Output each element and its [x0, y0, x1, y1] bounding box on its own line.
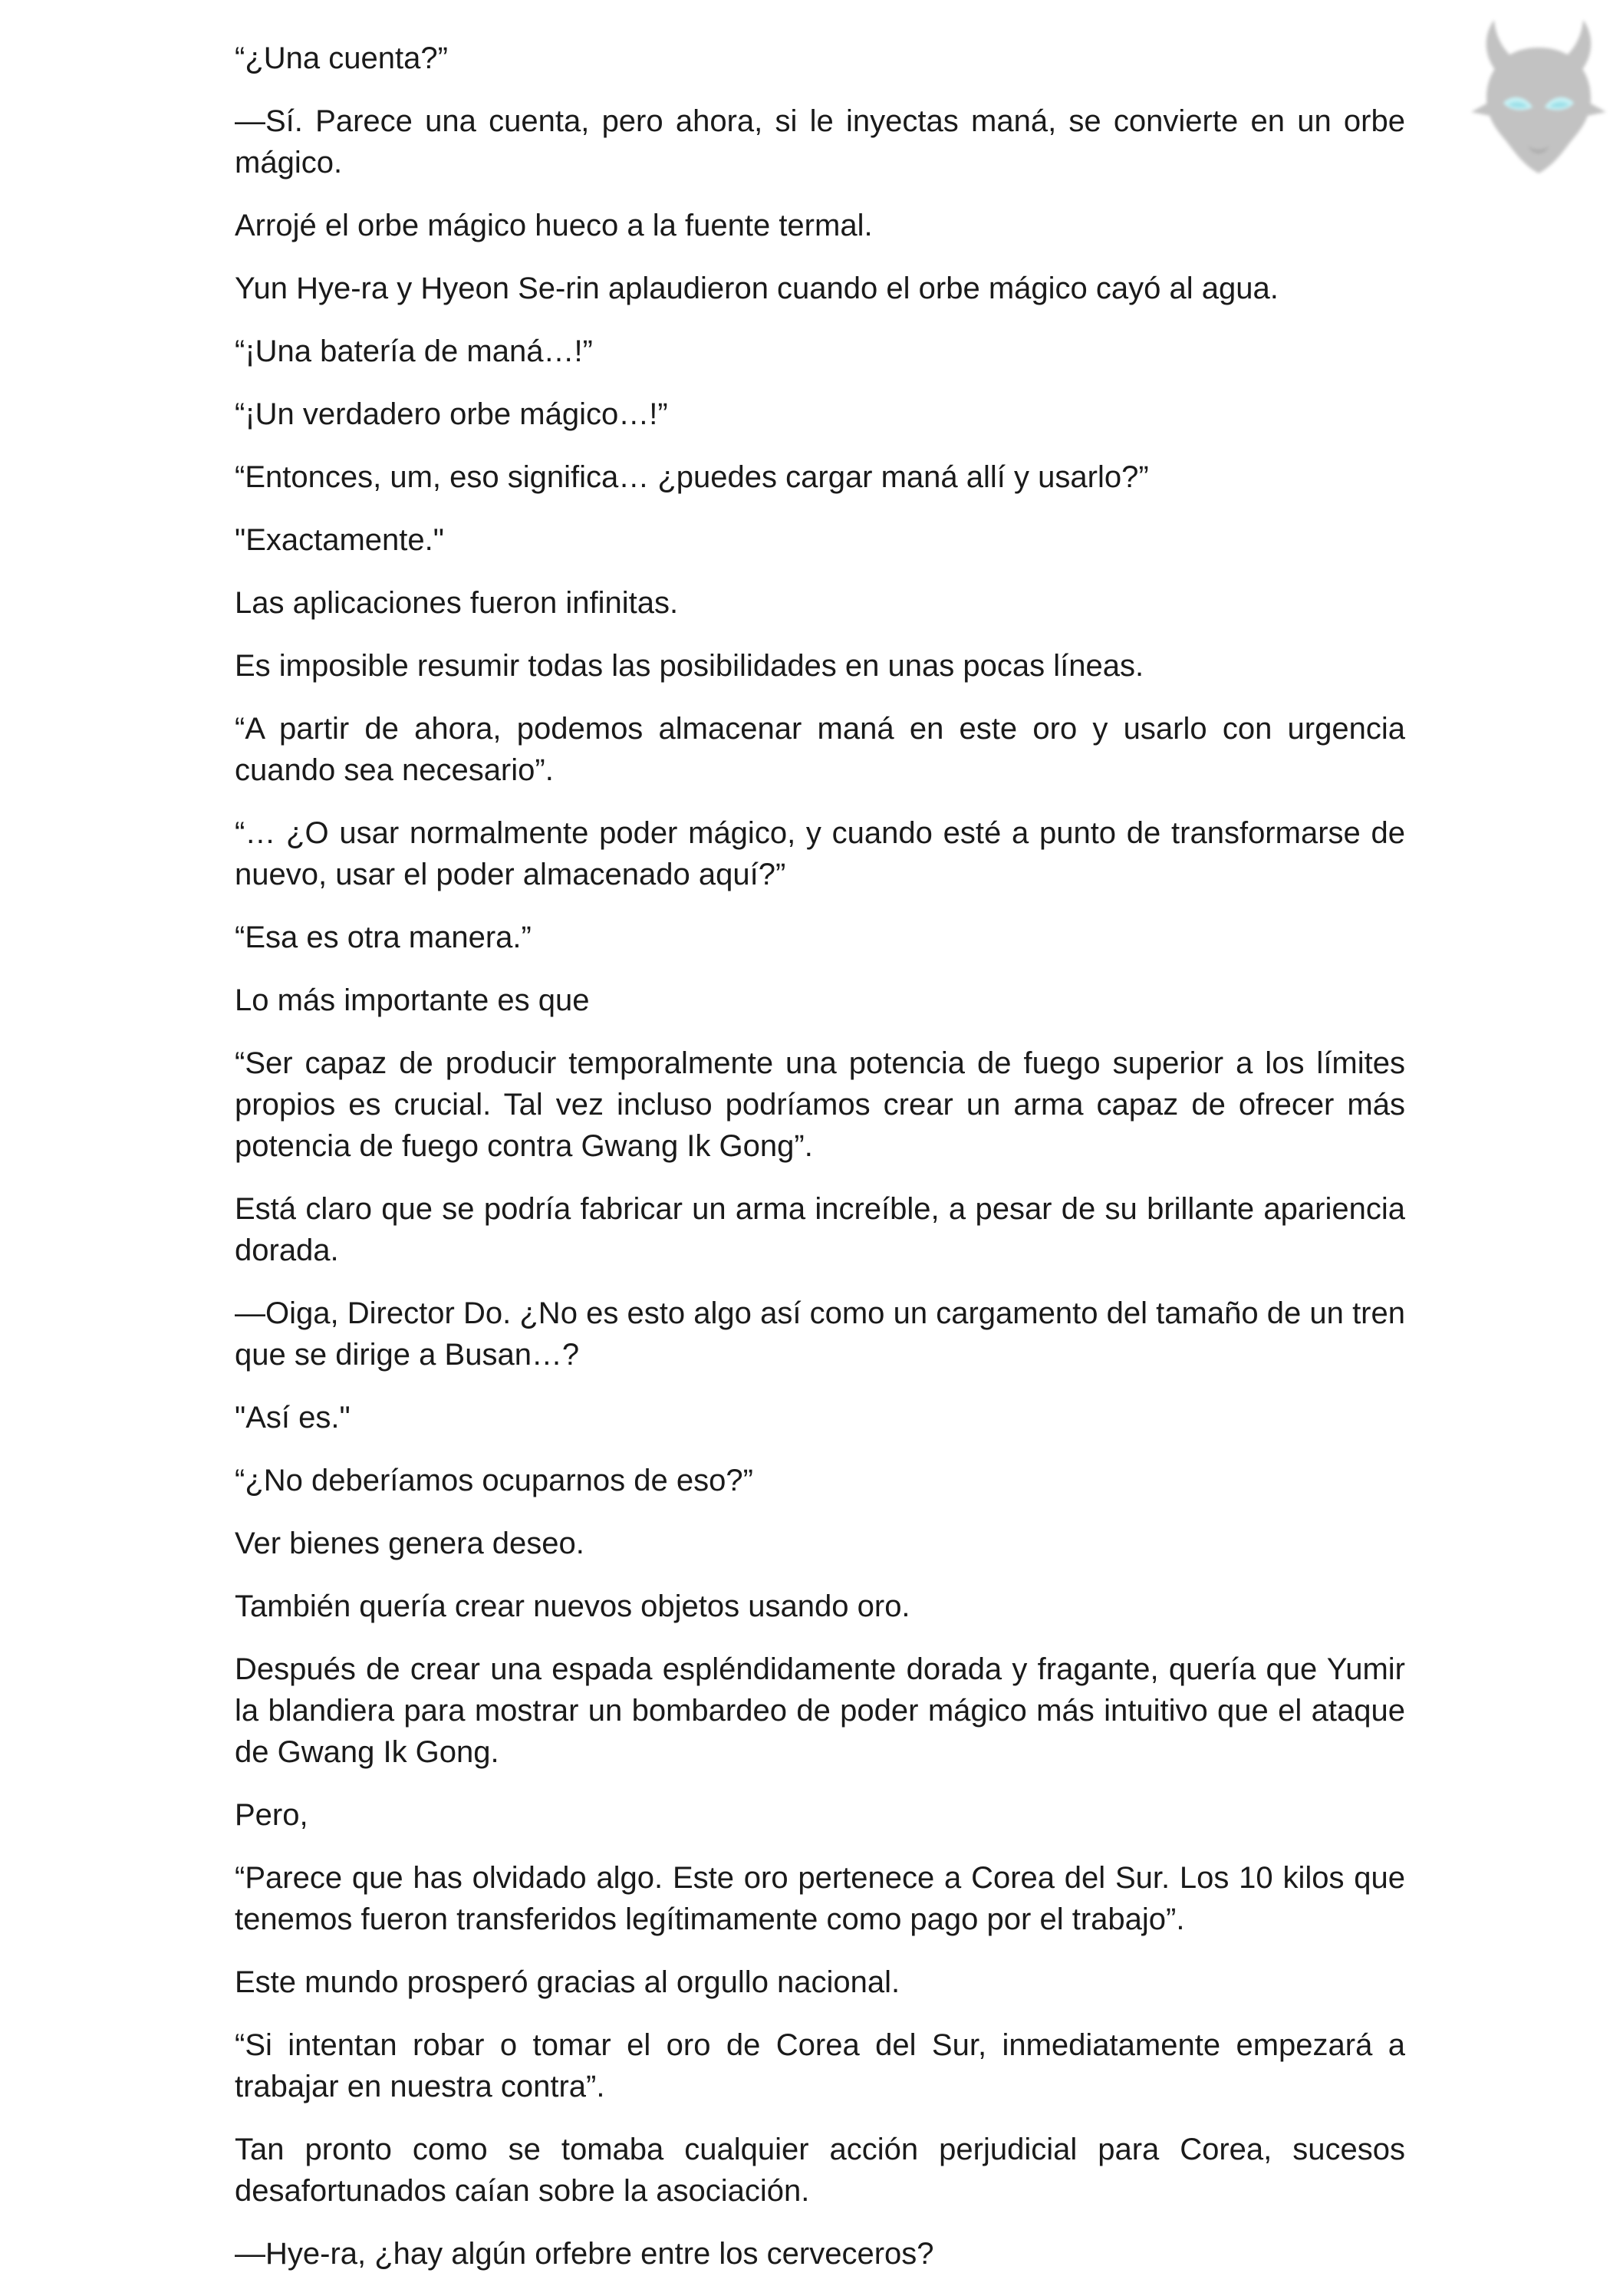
paragraph: Ver bienes genera deseo.	[235, 1527, 584, 1560]
paragraph: “¡Una batería de maná…!”	[235, 334, 593, 368]
paragraph: Arrojé el orbe mágico hueco a la fuente termal.	[235, 209, 873, 242]
paragraph: Tan pronto como se tomaba cualquier acción perjudicial para Corea, sucesos desafortunados caían sobre la asociación.	[235, 2133, 1405, 2208]
paragraph: Está claro que se podría fabricar un arma increíble, a pesar de su brillante apariencia dorada.	[235, 1192, 1405, 1267]
paragraph: “Entonces, um, eso significa… ¿puedes cargar maná allí y usarlo?”	[235, 460, 1149, 494]
paragraph: “… ¿O usar normalmente poder mágico, y cuando esté a punto de transformarse de nuevo, usar el poder almacenado aquí?”	[235, 816, 1405, 891]
paragraph: “¡Un verdadero orbe mágico…!”	[235, 397, 668, 431]
paragraph: “A partir de ahora, podemos almacenar maná en este oro y usarlo con urgencia cuando sea necesario”.	[235, 712, 1405, 787]
paragraph: “Parece que has olvidado algo. Este oro pertenece a Corea del Sur. Los 10 kilos que tenemos fueron transferidos legítimamente como pago por el trabajo”.	[235, 1861, 1405, 1936]
paragraph: Este mundo prosperó gracias al orgullo nacional.	[235, 1965, 900, 1999]
paragraph: "Exactamente."	[235, 523, 444, 557]
paragraph: Las aplicaciones fueron infinitas.	[235, 586, 679, 620]
paragraph: También quería crear nuevos objetos usando oro.	[235, 1589, 910, 1623]
paragraph: “Esa es otra manera.”	[235, 921, 532, 954]
paragraph: "Así es."	[235, 1401, 351, 1435]
paragraph: Yun Hye-ra y Hyeon Se-rin aplaudieron cuando el orbe mágico cayó al agua.	[235, 272, 1279, 305]
paragraph: “Ser capaz de producir temporalmente una potencia de fuego superior a los límites propios es crucial. Tal vez incluso podríamos crear un arma capaz de ofrecer más potencia de fuego contra Gwang Ik Gong”.	[235, 1046, 1405, 1163]
horned-demon-head-icon	[1465, 17, 1612, 186]
paragraph: Es imposible resumir todas las posibilidades en unas pocas líneas.	[235, 649, 1144, 683]
paragraph: —Hye-ra, ¿hay algún orfebre entre los cerveceros?	[235, 2237, 934, 2271]
paragraph: Lo más importante es que	[235, 983, 590, 1017]
paragraph: Después de crear una espada espléndidamente dorada y fragante, quería que Yumir la blandiera para mostrar un bombardeo de poder mágico más intuitivo que el ataque de Gwang Ik Gong.	[235, 1652, 1405, 1769]
paragraph: —Sí. Parece una cuenta, pero ahora, si le inyectas maná, se convierte en un orbe mágico.	[235, 104, 1405, 180]
paragraph: “Si intentan robar o tomar el oro de Corea del Sur, inmediatamente empezará a trabajar en nuestra contra”.	[235, 2028, 1405, 2103]
paragraph: “¿No deberíamos ocuparnos de eso?”	[235, 1464, 753, 1497]
document-body	[235, 38, 1405, 2296]
paragraph: “¿Una cuenta?”	[235, 41, 448, 75]
paragraph: Pero,	[235, 1798, 308, 1832]
paragraph: —Oiga, Director Do. ¿No es esto algo así como un cargamento del tamaño de un tren que se dirige a Busan…?	[235, 1296, 1405, 1372]
